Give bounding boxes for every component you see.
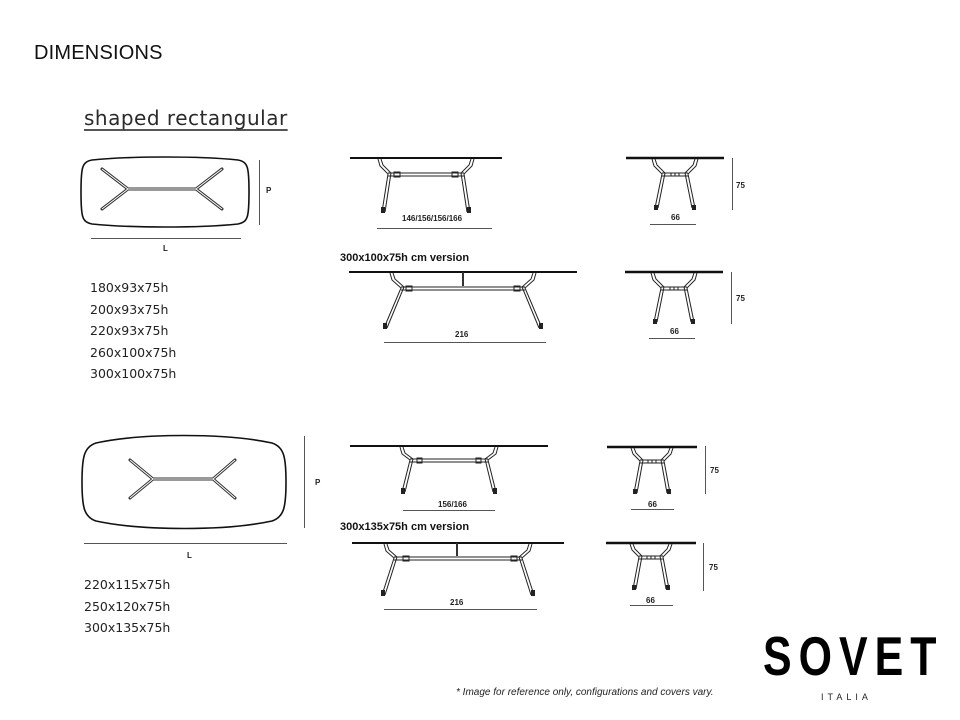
end-width-label: 66 — [671, 213, 680, 222]
version-end-width-line — [630, 605, 673, 606]
end-height-label: 75 — [710, 466, 719, 475]
page-title: DIMENSIONS — [34, 42, 163, 64]
size-item: 200x93x75h — [90, 301, 169, 317]
version-side-width-line — [384, 609, 537, 610]
plan-view-drawing-icon — [82, 435, 286, 529]
version-side-width-label: 216 — [455, 330, 469, 339]
version-end-height-label: 75 — [736, 294, 745, 303]
section-title: shaped rectangular — [84, 106, 288, 130]
size-item: 220x93x75h — [90, 323, 169, 338]
size-item: 250x120x75h — [84, 598, 171, 614]
side-view-drawing-icon — [350, 156, 502, 216]
version-end-width-label: 66 — [646, 596, 655, 605]
end-width-line — [631, 509, 674, 510]
end-height-label: 75 — [736, 181, 745, 190]
size-item: 260x100x75h — [90, 344, 177, 360]
side-width-line — [377, 228, 492, 229]
version-end-view-drawing-icon — [625, 270, 725, 328]
end-width-label: 66 — [648, 500, 657, 509]
version-side-width-line — [384, 342, 546, 343]
end-view-drawing-icon — [607, 445, 699, 497]
depth-label: P — [315, 478, 321, 487]
size-item: 180x93x75h — [90, 280, 169, 295]
size-item: 300x100x75h — [90, 366, 177, 381]
version-end-view-drawing-icon — [606, 541, 698, 593]
size-item: 300x135x75h — [84, 620, 171, 635]
disclaimer-footnote: * Image for reference only, configurations and covers vary. — [456, 687, 714, 698]
end-height-line — [705, 446, 706, 494]
brand-subtitle: ITALIA — [821, 692, 872, 702]
version-end-width-label: 66 — [670, 327, 679, 336]
version-side-view-drawing-icon — [349, 270, 577, 332]
end-view-drawing-icon — [626, 156, 726, 214]
version-end-height-label: 75 — [709, 563, 718, 572]
version-end-height-line — [703, 543, 704, 591]
depth-dimension-line — [304, 436, 305, 528]
length-label: L — [187, 551, 192, 560]
size-list-1 — [90, 277, 176, 385]
version-end-width-line — [649, 338, 695, 339]
version-end-height-line — [731, 272, 732, 324]
side-width-label: 156/166 — [438, 500, 467, 509]
size-item: 220x115x75h — [84, 577, 171, 592]
side-view-drawing-icon — [350, 444, 548, 496]
side-width-line — [403, 510, 495, 511]
version-label-2: 300x135x75h cm version — [340, 521, 470, 533]
version-label-1: 300x100x75h cm version — [340, 252, 470, 264]
version-side-view-drawing-icon — [352, 541, 564, 599]
version-side-width-label: 216 — [450, 598, 464, 607]
depth-dimension-line — [259, 160, 260, 225]
size-list-2 — [84, 574, 170, 639]
end-width-line — [650, 224, 696, 225]
end-height-line — [732, 158, 733, 210]
length-dimension-line — [84, 543, 287, 544]
length-label: L — [163, 244, 168, 253]
length-dimension-line — [91, 238, 241, 239]
side-width-label: 146/156/156/166 — [402, 214, 463, 223]
brand-logo: SOVET — [763, 625, 944, 687]
plan-view-drawing-icon — [80, 157, 250, 227]
depth-label: P — [266, 186, 272, 195]
